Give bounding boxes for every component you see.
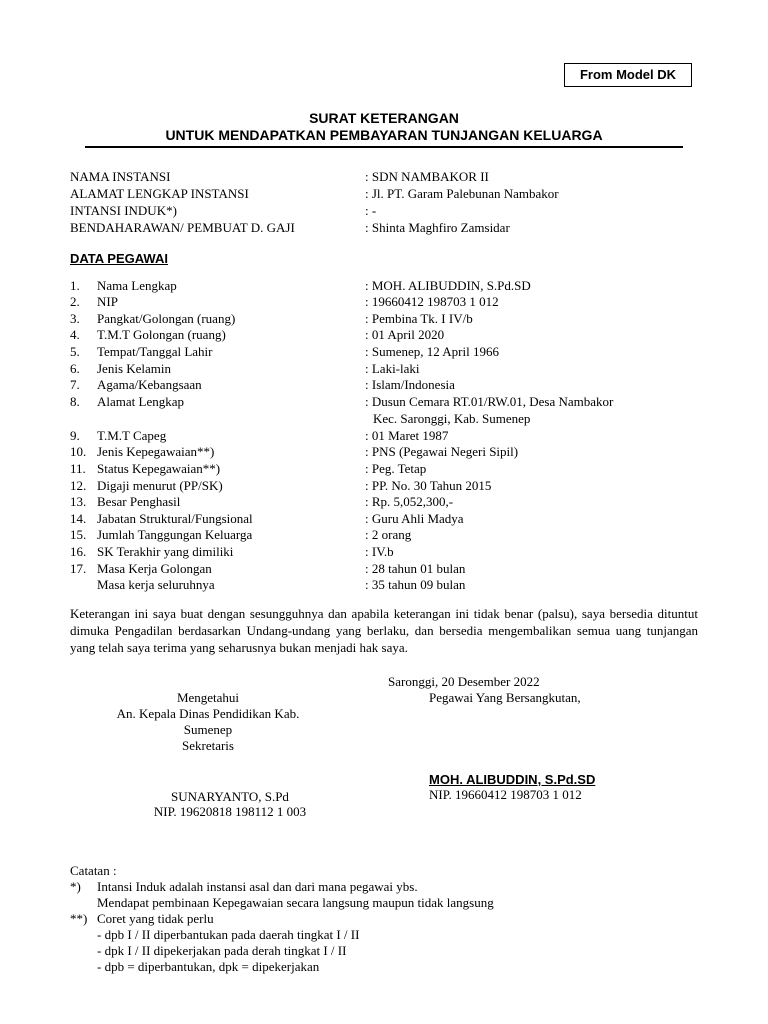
institution-label: INTANSI INDUK*) bbox=[70, 203, 177, 218]
row-number: 2. bbox=[70, 294, 80, 309]
employee-row bbox=[0, 377, 768, 394]
row-number: 3. bbox=[70, 311, 80, 326]
employee-signature-nip: NIP. 19660412 198703 1 012 bbox=[429, 787, 582, 802]
employee-signature-name: MOH. ALIBUDDIN, S.Pd.SD bbox=[429, 772, 596, 787]
note-text: Intansi Induk adalah instansi asal dan dari mana pegawai ybs. bbox=[97, 879, 418, 894]
institution-value: : Shinta Maghfiro Zamsidar bbox=[365, 220, 510, 235]
approver-line-1: Mengetahui bbox=[176, 690, 240, 705]
employee-row bbox=[0, 577, 768, 594]
approver-line-4: Sekretaris bbox=[182, 738, 234, 753]
row-value: : PNS (Pegawai Negeri Sipil) bbox=[365, 444, 519, 459]
row-value: : PP. No. 30 Tahun 2015 bbox=[365, 478, 492, 493]
institution-value: : Jl. PT. Garam Palebunan Nambakor bbox=[365, 186, 559, 201]
row-value: : 28 tahun 01 bulan bbox=[365, 561, 466, 576]
employee-row bbox=[0, 478, 768, 495]
row-field: Jenis Kepegawaian**) bbox=[97, 444, 215, 459]
row-field: Alamat Lengkap bbox=[97, 394, 184, 409]
row-value: : IV.b bbox=[365, 544, 394, 559]
row-field: Tempat/Tanggal Lahir bbox=[97, 344, 213, 359]
row-value: : 01 Maret 1987 bbox=[365, 428, 449, 443]
institution-label: NAMA INSTANSI bbox=[70, 169, 171, 184]
employee-row bbox=[0, 527, 768, 544]
row-field: SK Terakhir yang dimiliki bbox=[97, 544, 234, 559]
row-value: : 01 April 2020 bbox=[365, 327, 445, 342]
approver-name: SUNARYANTO, S.Pd bbox=[171, 789, 289, 804]
row-field: Jenis Kelamin bbox=[97, 361, 172, 376]
row-field: Nama Lengkap bbox=[97, 278, 177, 293]
employee-row bbox=[0, 511, 768, 528]
institution-value: : - bbox=[365, 203, 377, 218]
note-text: - dpb I / II diperbantukan pada daerah tingkat I / II bbox=[97, 927, 360, 942]
row-value: : 35 tahun 09 bulan bbox=[365, 577, 466, 592]
note-text: - dpb = diperbantukan, dpk = dipekerjakan bbox=[97, 959, 320, 974]
employee-row bbox=[0, 344, 768, 361]
statement-paragraph: Keterangan ini saya buat dengan sesungguhnya dan apabila keterangan ini tidak benar (palsu), saya bersedia dituntut dimuka Pengadilan berdasarkan Undang-undang yang berlaku, dan bersedia mengembalikan semua uang tunjangan yang telah saya terima yang seharusnya bukan menjadi hak saya. bbox=[70, 606, 698, 655]
employee-row bbox=[0, 278, 768, 295]
row-field: Masa Kerja Golongan bbox=[97, 561, 212, 576]
institution-value: : SDN NAMBAKOR II bbox=[365, 169, 489, 184]
note-text: Mendapat pembinaan Kepegawaian secara langsung maupun tidak langsung bbox=[97, 895, 494, 910]
row-field: Digaji menurut (PP/SK) bbox=[97, 478, 223, 493]
employee-row bbox=[0, 311, 768, 328]
row-value: : Pembina Tk. I IV/b bbox=[365, 311, 473, 326]
row-number: 6. bbox=[70, 361, 80, 376]
employee-row bbox=[0, 361, 768, 378]
row-value: : 19660412 198703 1 012 bbox=[365, 294, 499, 309]
row-value: : Rp. 5,052,300,- bbox=[365, 494, 454, 509]
row-field: Masa kerja seluruhnya bbox=[97, 577, 215, 592]
row-number: 7. bbox=[70, 377, 80, 392]
institution-row bbox=[0, 186, 768, 203]
employee-sign-title: Pegawai Yang Bersangkutan, bbox=[429, 690, 581, 705]
notes-title: Catatan : bbox=[70, 863, 117, 878]
employee-row bbox=[0, 544, 768, 561]
row-field: Pangkat/Golongan (ruang) bbox=[97, 311, 236, 326]
row-value: Kec. Saronggi, Kab. Sumenep bbox=[373, 411, 531, 426]
row-number: 14. bbox=[70, 511, 87, 526]
row-number: 11. bbox=[70, 461, 86, 476]
institution-row bbox=[0, 220, 768, 237]
employee-row bbox=[0, 494, 768, 511]
row-number: 1. bbox=[70, 278, 80, 293]
employee-row bbox=[0, 428, 768, 445]
institution-row bbox=[0, 169, 768, 186]
row-value: : Dusun Cemara RT.01/RW.01, Desa Nambakor bbox=[365, 394, 614, 409]
row-value: : Islam/Indonesia bbox=[365, 377, 455, 392]
row-number: 12. bbox=[70, 478, 87, 493]
row-field: T.M.T Capeg bbox=[97, 428, 167, 443]
employee-row bbox=[0, 327, 768, 344]
row-value: : Sumenep, 12 April 1966 bbox=[365, 344, 499, 359]
note-marker: *) bbox=[70, 879, 81, 894]
row-field: Besar Penghasil bbox=[97, 494, 181, 509]
row-number: 4. bbox=[70, 327, 80, 342]
institution-row bbox=[0, 203, 768, 220]
employee-row bbox=[0, 561, 768, 578]
row-number: 17. bbox=[70, 561, 87, 576]
approver-line-2: An. Kepala Dinas Pendidikan Kab. bbox=[116, 706, 300, 721]
section-title-data-pegawai: DATA PEGAWAI bbox=[70, 251, 168, 266]
row-field: NIP bbox=[97, 294, 118, 309]
row-number: 9. bbox=[70, 428, 80, 443]
row-value: : Laki-laki bbox=[365, 361, 420, 376]
model-label: From Model DK bbox=[564, 63, 692, 87]
employee-row bbox=[0, 444, 768, 461]
note-text: Coret yang tidak perlu bbox=[97, 911, 214, 926]
institution-label: BENDAHARAWAN/ PEMBUAT D. GAJI bbox=[70, 220, 295, 235]
row-number: 13. bbox=[70, 494, 87, 509]
row-value: : MOH. ALIBUDDIN, S.Pd.SD bbox=[365, 278, 531, 293]
row-field: Jabatan Struktural/Fungsional bbox=[97, 511, 253, 526]
title-divider bbox=[85, 146, 683, 148]
row-number: 5. bbox=[70, 344, 80, 359]
place-date: Saronggi, 20 Desember 2022 bbox=[388, 674, 540, 689]
row-number: 10. bbox=[70, 444, 87, 459]
row-number: 8. bbox=[70, 394, 80, 409]
approver-line-3: Sumenep bbox=[183, 722, 233, 737]
document-subtitle: UNTUK MENDAPATKAN PEMBAYARAN TUNJANGAN KELUARGA bbox=[165, 127, 603, 143]
employee-row bbox=[0, 294, 768, 311]
employee-row-continuation bbox=[0, 411, 768, 428]
document-title: SURAT KETERANGAN bbox=[309, 110, 459, 126]
row-field: Jumlah Tanggungan Keluarga bbox=[97, 527, 253, 542]
row-value: : 2 orang bbox=[365, 527, 412, 542]
row-field: Agama/Kebangsaan bbox=[97, 377, 202, 392]
institution-label: ALAMAT LENGKAP INSTANSI bbox=[70, 186, 249, 201]
row-number: 16. bbox=[70, 544, 87, 559]
row-field: T.M.T Golongan (ruang) bbox=[97, 327, 226, 342]
employee-row bbox=[0, 461, 768, 478]
note-text: - dpk I / II dipekerjakan pada derah tingkat I / II bbox=[97, 943, 347, 958]
row-field: Status Kepegawaian**) bbox=[97, 461, 221, 476]
row-value: : Peg. Tetap bbox=[365, 461, 427, 476]
row-number: 15. bbox=[70, 527, 87, 542]
row-value: : Guru Ahli Madya bbox=[365, 511, 464, 526]
employee-row bbox=[0, 394, 768, 411]
approver-nip: NIP. 19620818 198112 1 003 bbox=[153, 804, 307, 819]
note-marker: **) bbox=[70, 911, 88, 926]
